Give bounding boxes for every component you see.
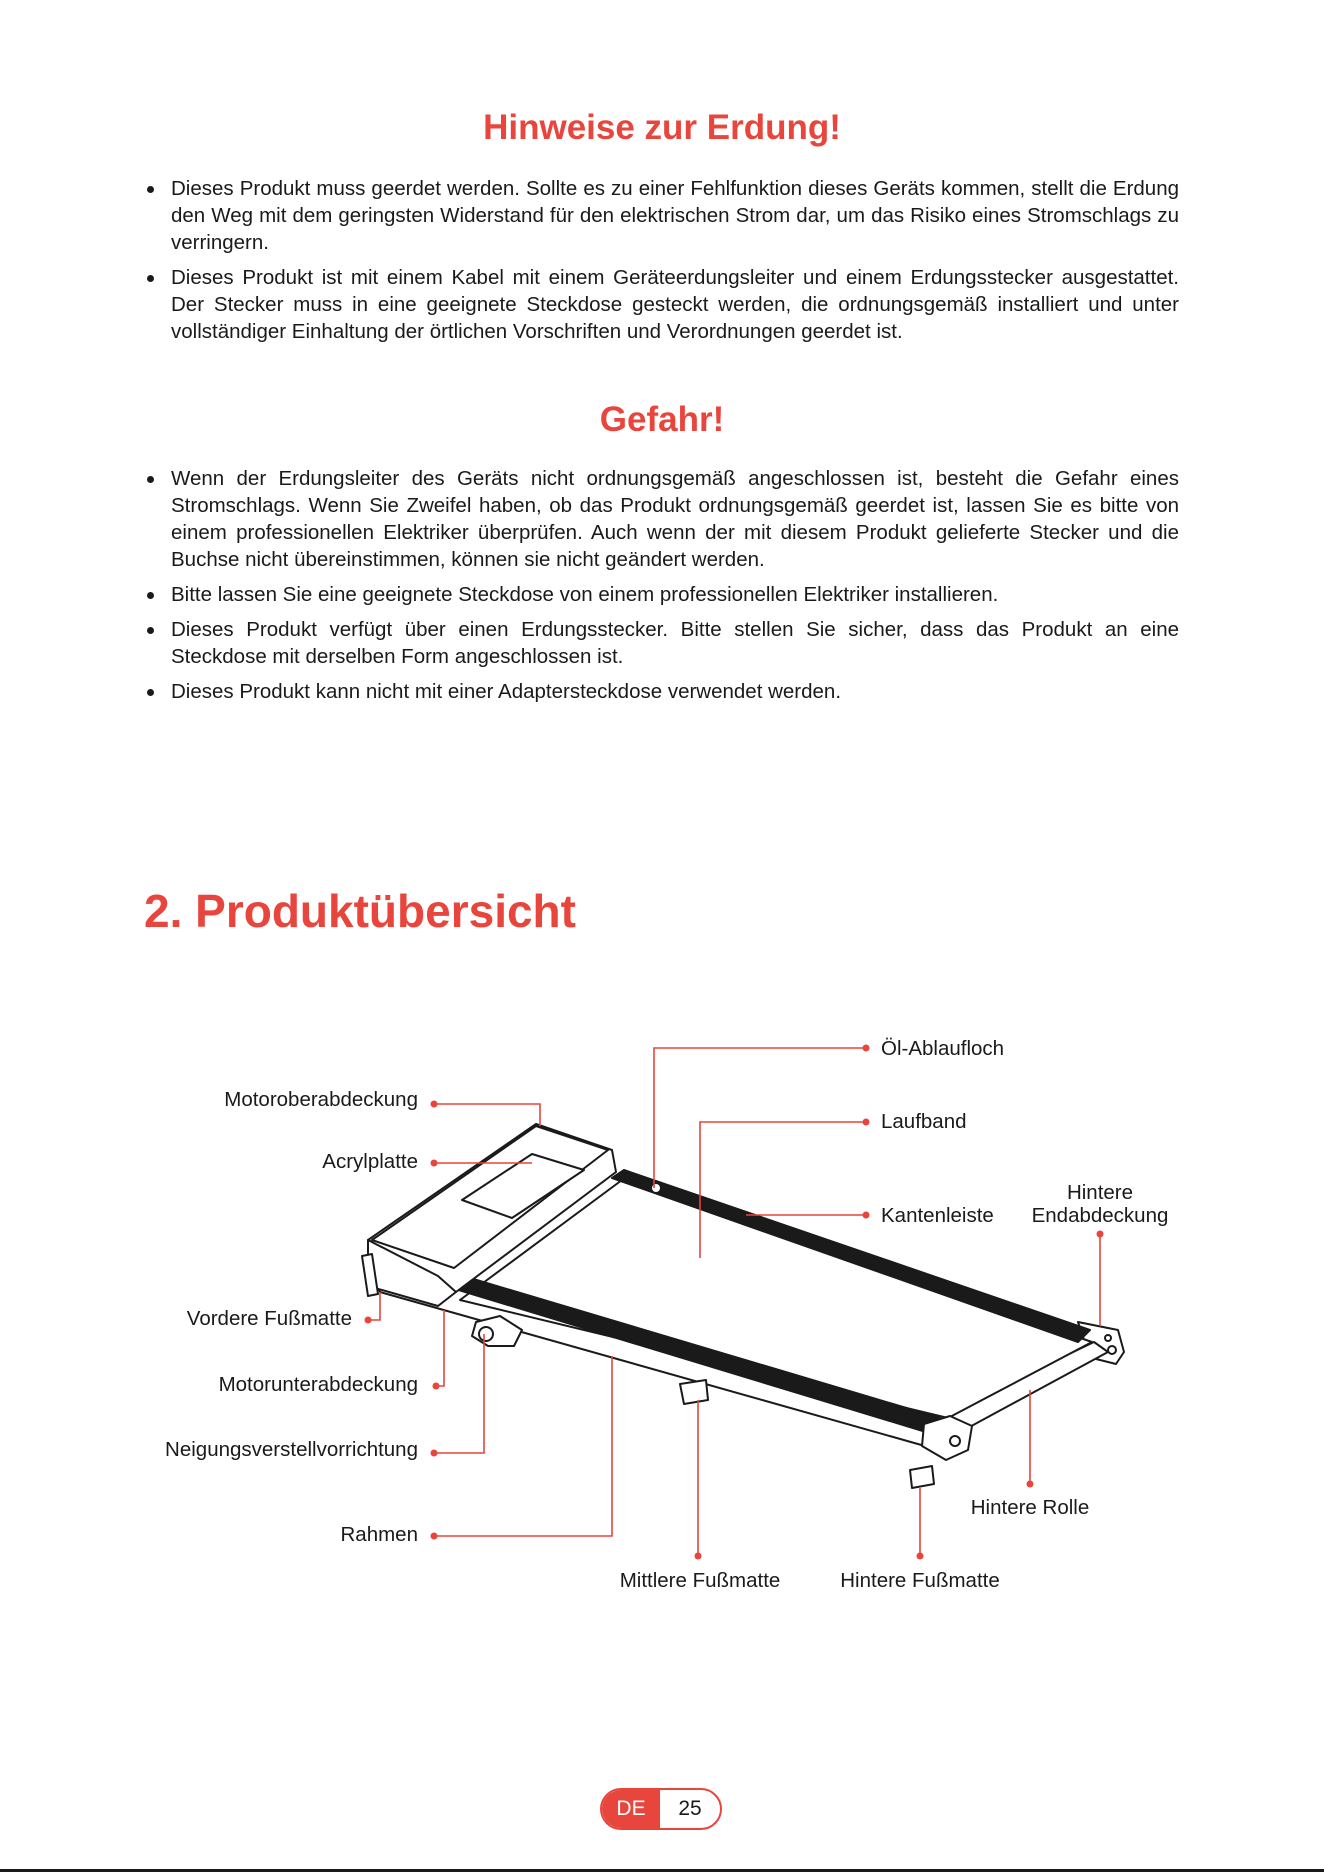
label-incline-adjuster: Neigungsverstellvorrichtung: [165, 1438, 418, 1461]
list-item: Wenn der Erdungsleiter des Geräts nicht ordnungsgemäß angeschlossen ist, besteht die Gefahr eines Stromschlags. Wenn Sie Zweifel haben, ob das Produkt ordnungsgemäß geerdet ist, lassen Sie es bitte von einem professionellen Elektriker überprüfen. Auch wenn der mit diesem Produkt gelieferte Stecker und die Buchse nicht übereinstimmen, können sie nicht geändert werden.: [145, 465, 1179, 573]
label-motor-top-cover: Motoroberabdeckung: [224, 1088, 418, 1111]
list-item: Dieses Produkt muss geerdet werden. Sollte es zu einer Fehlfunktion dieses Geräts kommen, stellt die Erdung den Weg mit dem geringsten Widerstand für den elektrischen Strom dar, um das Risiko eines Stromschlags zu verringern.: [145, 175, 1179, 256]
leader-motor-bottom: [436, 1310, 444, 1386]
list-item: Dieses Produkt ist mit einem Kabel mit einem Geräteerdungsleiter und einem Erdungsstecker ausgestattet. Der Stecker muss in eine geeignete Steckdose gesteckt werden, die ordnungsgemäß installiert und unter vollständiger Einhaltung der örtlichen Vorschriften und Verordnungen geerdet ist.: [145, 264, 1179, 345]
leader-oil-drain: [654, 1048, 866, 1188]
bolt: [950, 1436, 960, 1446]
list-item: Dieses Produkt kann nicht mit einer Adaptersteckdose verwendet werden.: [145, 678, 1179, 705]
overview-title: 2. Produktübersicht: [144, 885, 576, 937]
page-number: 25: [678, 1797, 702, 1820]
label-rear-end-cover-line2: Endabdeckung: [1031, 1204, 1169, 1227]
label-motor-bottom-cover: Motorunterabdeckung: [218, 1373, 418, 1396]
incline-knob-center: [479, 1327, 493, 1341]
end-cap-front: [922, 1416, 972, 1460]
label-middle-foot-pad: Mittlere Fußmatte: [619, 1569, 781, 1592]
label-edge-strip: Kantenleiste: [881, 1204, 994, 1227]
label-rear-roller: Hintere Rolle: [970, 1496, 1090, 1519]
leader-frame: [434, 1356, 612, 1536]
label-running-belt: Laufband: [881, 1110, 967, 1133]
bolt: [1105, 1335, 1111, 1341]
label-rear-end-cover-line1: Hintere: [1066, 1181, 1134, 1204]
language-code: DE: [602, 1790, 660, 1828]
label-rear-foot-pad: Hintere Fußmatte: [840, 1569, 1000, 1592]
bolt: [1108, 1346, 1116, 1354]
label-front-foot-pad: Vordere Fußmatte: [186, 1307, 352, 1330]
treadmill-illustration: [362, 1124, 1124, 1488]
list-item: Bitte lassen Sie eine geeignete Steckdose von einem professionellen Elektriker installieren.: [145, 581, 1179, 608]
label-acrylic-plate: Acrylplatte: [322, 1150, 418, 1173]
label-frame: Rahmen: [340, 1523, 418, 1546]
rear-foot: [910, 1466, 934, 1488]
page-number-badge: [600, 1788, 722, 1830]
oil-drain-hole: [651, 1183, 661, 1193]
leader-incline: [434, 1334, 484, 1453]
label-oil-drain-hole: Öl-Ablaufloch: [881, 1037, 1005, 1060]
leader-motor-top: [434, 1104, 540, 1126]
grounding-heading: Hinweise zur Erdung!: [483, 108, 841, 147]
danger-heading: Gefahr!: [599, 400, 725, 439]
list-item: Dieses Produkt verfügt über einen Erdungsstecker. Bitte stellen Sie sicher, dass das Produkt an eine Steckdose mit derselben Form angeschlossen ist.: [145, 616, 1179, 670]
middle-foot: [680, 1380, 708, 1404]
